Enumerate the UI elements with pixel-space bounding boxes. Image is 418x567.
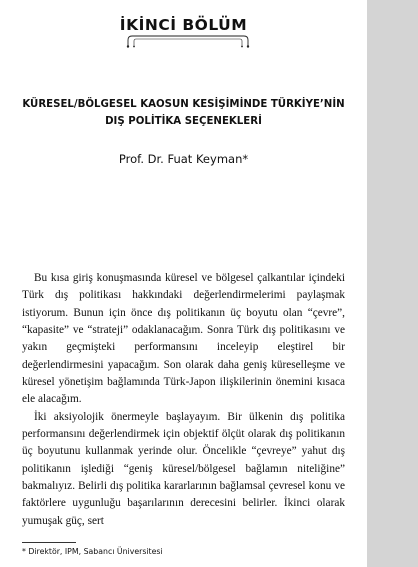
article-title	[20, 96, 347, 130]
author-name: Prof. Dr. Fuat Keyman*	[118, 152, 249, 166]
article-title-line-2: DIŞ POLİTİKA SEÇENEKLERİ	[105, 116, 262, 127]
footnote-rule	[22, 542, 76, 543]
chapter-ornament	[124, 34, 252, 48]
paragraph-2: İki aksiyolojik önermeyle başlayayım. Bir ülkenin dış politika performansını değerlendirmek için objektif ölçüt olarak dış politikanın üç boyutunu kullanmak yerinde olur. Öncelikle “çevreye” yahut dış politikanın işlediği “geniş küresel/bölgesel bağlamın niteliğine” bakmalıyız. Belirli dış politika kararlarının bağlamsal çevresel konu ve faktörlere uygunluğu başarılarının derecesini belirler. İkinci olarak yumuşak güç, sert	[22, 410, 345, 527]
article-title-line-1: KÜRESEL/BÖLGESEL KAOSUN KESİŞİMİNDE TÜRKİYE’NİN	[22, 99, 345, 110]
body-text	[22, 270, 345, 530]
footnote: * Direktör, IPM, Sabancı Üniversitesi	[22, 547, 163, 556]
paragraph-1: Bu kısa giriş konuşmasında küresel ve bölgesel çalkantılar içindeki Türk dış politikası hakkındaki değerlendirmelerimi paylaşmak istiyorum. Bunun için önce dış politikanın üç boyutu olan “çevre”, “kapasite” ve “strateji” odaklanacağım. Sonra Türk dış politikasını ve yakın geçmişteki performansını inceleyip eleştirel bir değerlendirmesini yapacağım. Son olarak daha geniş küreselleşme ve küresel yönetişim bağlamında Türk-Japon ilişkilerinin önemini kısaca ele alacağım.	[22, 272, 345, 406]
chapter-label: İKİNCİ BÖLÜM	[119, 16, 248, 34]
page-edge-band	[367, 0, 418, 567]
